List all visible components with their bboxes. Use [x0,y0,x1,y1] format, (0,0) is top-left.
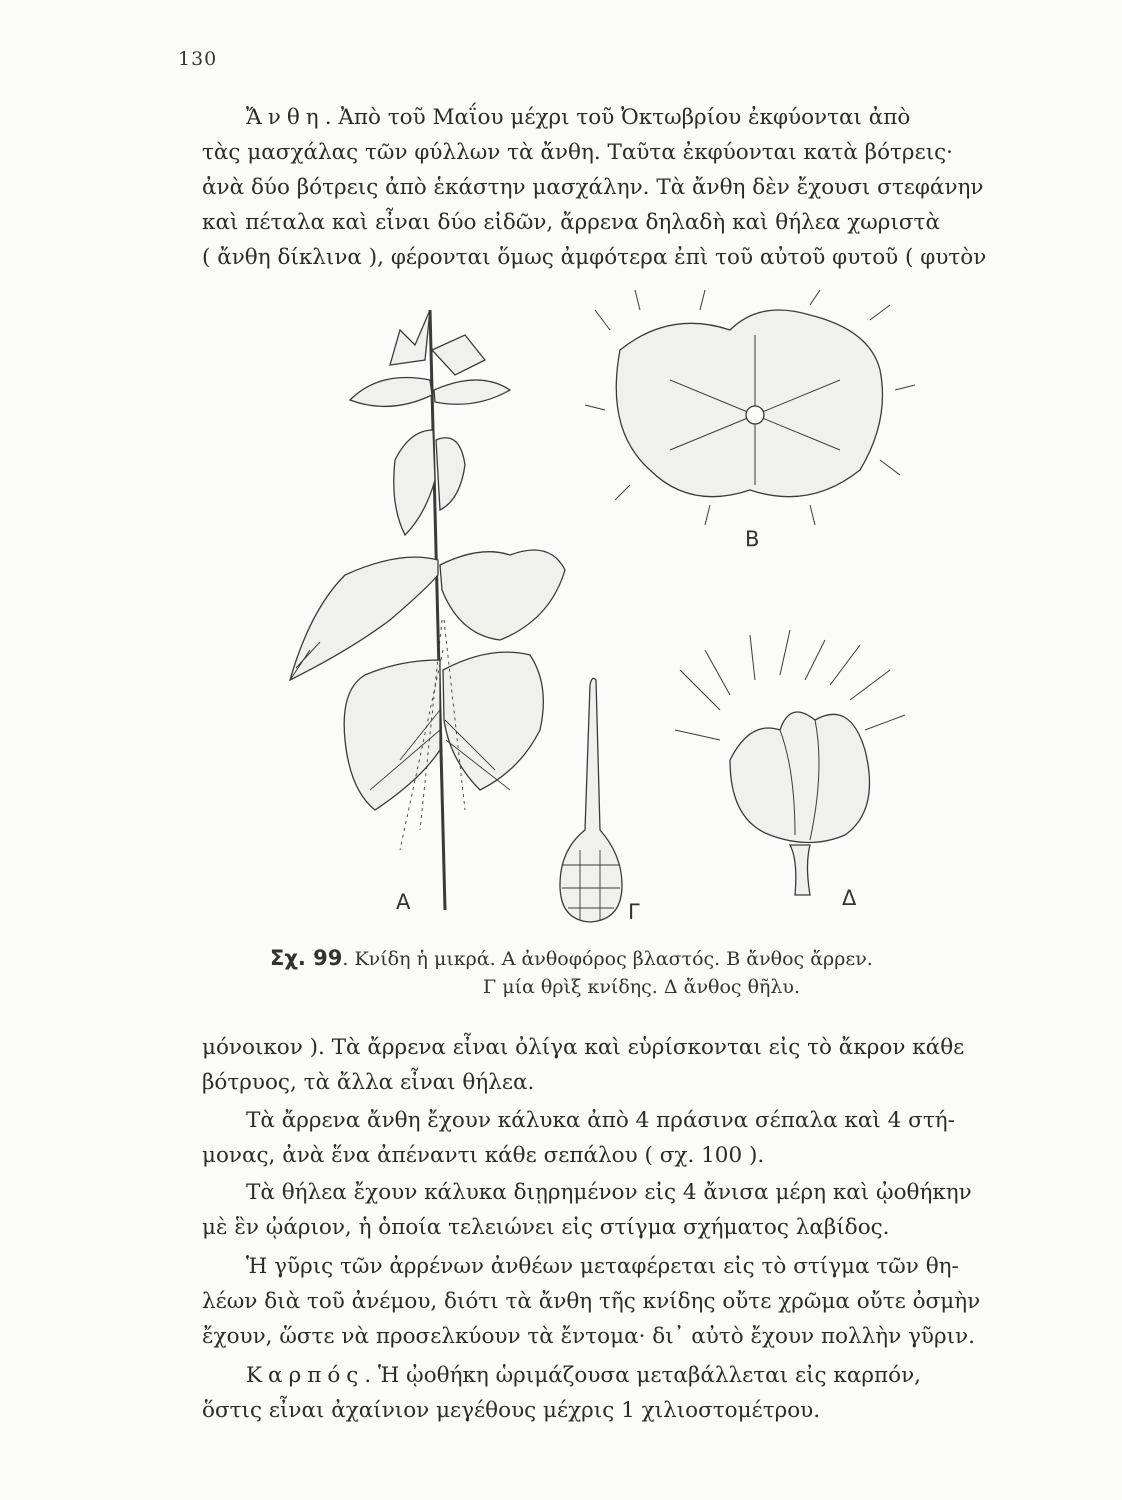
male-line-0: Τὰ ἄρρενα ἄνθη ἔχουν κάλυκα ἀπὸ 4 πράσινα σέπαλα καὶ 4 στή- [246,1108,955,1133]
drawing-stinging-hair [560,678,622,922]
pollen-paragraph [202,1249,1062,1354]
figure-illustration [250,290,1070,940]
drawing-flowering-shoot [290,310,565,910]
figure-letter-a: Α [396,890,411,914]
figure-letter-b: Β [745,527,760,551]
page-number: 130 [178,48,218,70]
caption-line-2: Γ μία θρὶξ κνίδης. Δ ἄνθος θῆλυ. [483,976,801,998]
caption-line-1 [270,944,990,973]
intro-line-1: τὰς μασχάλας τῶν φύλλων τὰ ἄνθη. Ταῦτα ἐκφύονται κατὰ βότρεις· [202,140,954,165]
caption-line-1-text: . Κνίδη ἡ μικρά. Α ἀνθοφόρος βλαστός. Β ἄνθος ἄρρεν. [342,948,873,970]
fruit-line-1: ὅστις εἶναι ἀχαίνιον μεγέθους μέχρις 1 χιλιοστομέτρου. [202,1398,821,1423]
male-line-1: μονας, ἀνὰ ἕνα ἀπέναντι κάθε σεπάλου ( σχ. 100 ). [202,1143,765,1168]
fruit-line-0 [202,1358,1062,1393]
pollen-line-1: λέων διὰ τοῦ ἀνέμου, διότι τὰ ἄνθη τῆς κνίδης οὔτε χρῶμα οὔτε ὀσμὴν [202,1289,981,1314]
pollen-line-2: ἔχουν, ὥστε νὰ προσελκύουν τὰ ἔντομα· δι᾽ αὐτὸ ἔχουν πολλὴν γῦριν. [202,1324,975,1349]
female-line-0: Τὰ θήλεα ἔχουν κάλυκα διῃρημένον εἰς 4 ἄνισα μέρη καὶ ᾠοθήκην [246,1180,972,1205]
caption-label: Σχ. 99 [270,946,343,970]
intro-paragraph [202,100,1062,275]
intro-line-0-text: . Ἀπὸ τοῦ Μαΐου μέχρι τοῦ Ὀκτωβρίου ἐκφύονται ἀπὸ [324,105,911,130]
figure-letter-d: Δ [842,886,857,910]
intro-line-2: ἀνὰ δύο βότρεις ἀπὸ ἑκάστην μασχάλην. Τὰ ἄνθη δὲν ἔχουσι στεφάνην [202,175,984,200]
figure-nettle [250,290,1070,940]
female-line-1: μὲ ἓν ᾠάριον, ἡ ὁποία τελειώνει εἰς στίγμα σχήματος λαβίδος. [202,1215,890,1240]
intro-line-3: καὶ πέταλα καὶ εἶναι δύο εἰδῶν, ἄρρενα δηλαδὴ καὶ θήλεα χωριστὰ [202,210,940,235]
pollen-line-0: Ἡ γῦρις τῶν ἀρρένων ἀνθέων μεταφέρεται εἰς τὸ στίγμα τῶν θη- [246,1254,959,1279]
figure-letter-g: Γ [628,900,640,924]
fruit-paragraph [202,1358,1062,1428]
fruit-line-0-text: . Ἡ ᾠοθήκη ὡριμάζουσα μεταβάλλεται εἰς καρπόν, [364,1363,921,1388]
fruit-lead-word: Καρπός [246,1363,365,1388]
intro-line-0 [202,100,1062,135]
intro-line-4: ( ἄνθη δίκλινα ), φέρονται ὅμως ἀμφότερα ἐπὶ τοῦ αὐτοῦ φυτοῦ ( φυτὸν [202,245,987,270]
intro-lead-word: Ἄνθη [246,105,325,130]
continuation-line-0: μόνοικον ). Τὰ ἄρρενα εἶναι ὀλίγα καὶ εὑρίσκονται εἰς τὸ ἄκρον κάθε [202,1035,965,1060]
female-flowers-paragraph [202,1175,1062,1245]
continuation-paragraph [202,1030,1062,1100]
drawing-female-flower [675,630,905,895]
continuation-line-1: βότρυος, τὰ ἄλλα εἶναι θήλεα. [202,1070,535,1095]
male-flowers-paragraph [202,1103,1062,1173]
drawing-male-flower [585,290,915,525]
figure-caption [270,944,990,1001]
